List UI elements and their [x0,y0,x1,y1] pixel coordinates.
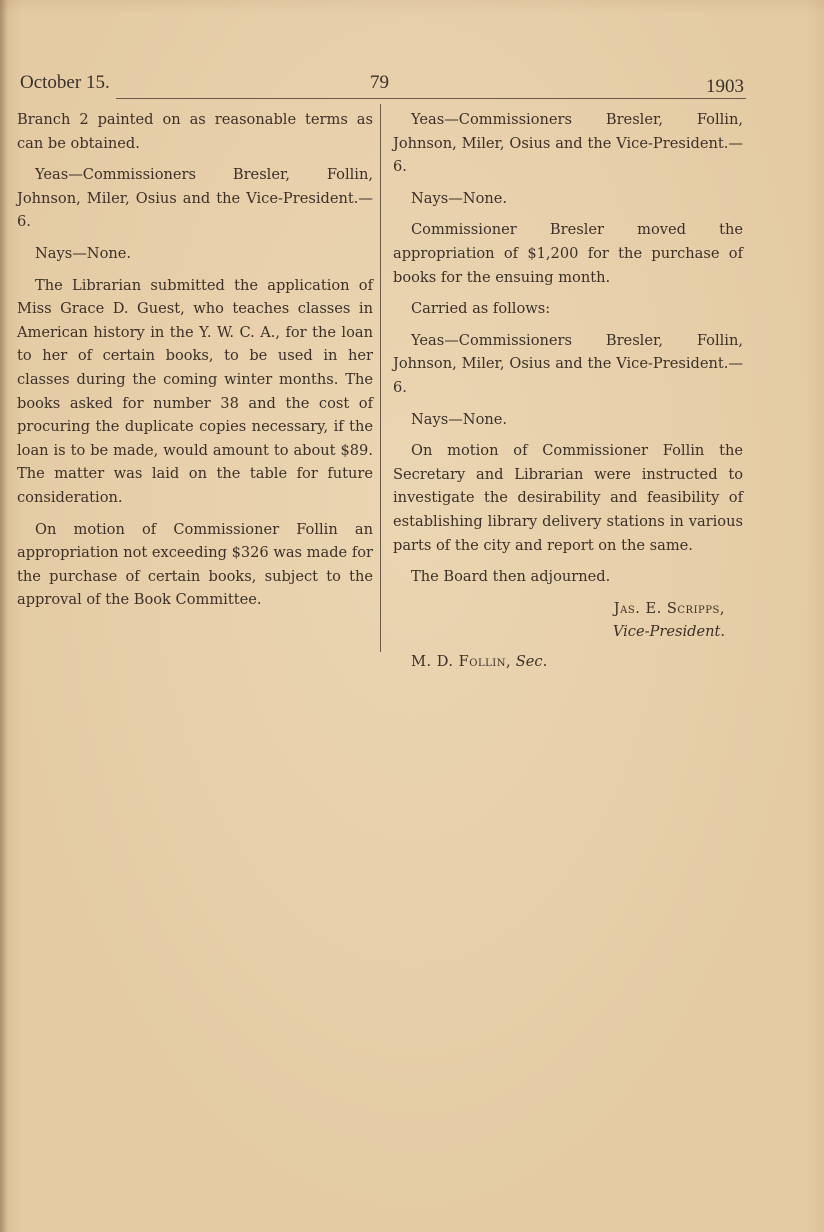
page-header [20,72,744,98]
secretary-title: Sec. [515,652,548,670]
paragraph: The Board then adjourned. [411,568,611,586]
right-column [393,108,743,673]
signature-name: Jas. E. Scripps, [613,599,725,617]
paragraph: Yeas—Commissioners Bresler, Follin, Johnson, Miler, Osius and the Vice-President.—6. [393,331,743,396]
secretary-name: M. D. Follin, [411,652,512,670]
paragraph: Commissioner Bresler moved the appropriation of $1,200 for the purchase of books for the ensuing month. [393,221,743,286]
column-divider [380,104,381,652]
paragraph: Nays—None. [35,244,132,262]
paragraph: On motion of Commissioner Follin the Secretary and Librarian were instructed to investigate the desirability and feasibility of establishing library delivery stations in various parts of the city and report on the same. [393,442,743,554]
paragraph: On motion of Commissioner Follin an appropriation not exceeding $326 was made for the purchase of certain books, subject to the approval of the Book Committee. [17,520,374,609]
header-rule [116,98,746,99]
header-date: October 15. [20,72,110,93]
signature-title: Vice-President. [612,623,725,641]
secretary-signature [411,650,743,674]
header-year: 1903 [706,76,744,97]
paragraph: Nays—None. [411,410,508,428]
binding-edge [0,0,8,1232]
paragraph: Yeas—Commissioners Bresler, Follin, Johnson, Miler, Osius and the Vice-President.—6. [17,166,373,231]
paragraph: Branch 2 painted on as reasonable terms as can be obtained. [17,111,373,152]
paragraph: Nays—None. [411,189,508,207]
left-column [17,108,373,620]
paragraph: Yeas—Commissioners Bresler, Follin, Johnson, Miler, Osius and the Vice-President.—6. [393,111,743,176]
page-number: 79 [370,72,389,93]
paragraph: The Librarian submitted the application of Miss Grace D. Guest, who teaches classes in American history in the Y. W. C. A., for the loan to her of certain books, to be used in her classes during the coming winter months. The books asked for number 38 and the cost of procuring the duplicate copies necessary, if the loan is to be made, would amount to about $89. The matter was laid on the table for future consideration. [17,276,373,506]
paragraph: Carried as follows: [411,300,551,318]
